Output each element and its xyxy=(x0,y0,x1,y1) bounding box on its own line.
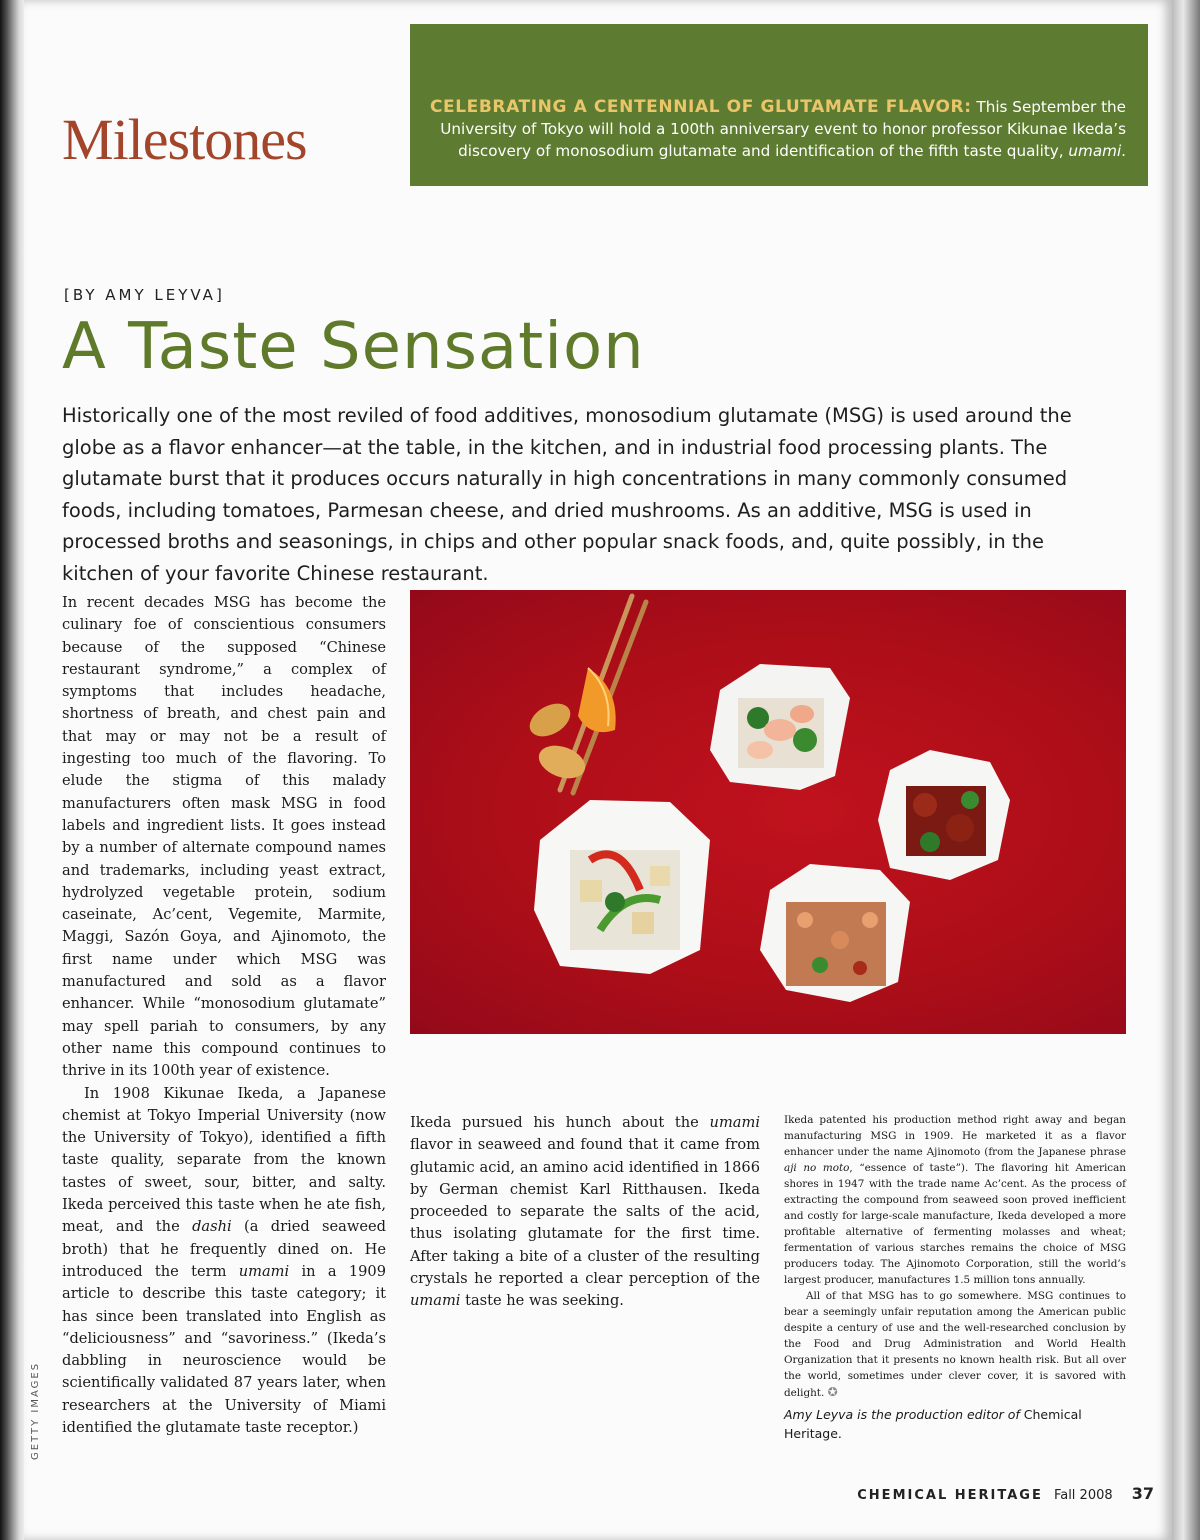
article-deck: Historically one of the most reviled of food additives, monosodium glutamate (MSG) is used around the globe as a flavor enhancer—at the table, in the kitchen, and in industrial food processing plants. The glutamate burst that it produces occurs naturally in high concentrations in many commonly consumed foods, including tomatoes, Parmesan cheese, and dried mushrooms. As an additive, MSG is used in processed broths and seasonings, in chips and other popular snack foods, and, quite possibly, in the kitchen of your favorite Chinese restaurant. xyxy=(62,404,1072,585)
page-number: 37 xyxy=(1131,1484,1154,1503)
magazine-name: CHEMICAL HERITAGE xyxy=(857,1488,1043,1503)
fortune-cookie-1 xyxy=(524,697,576,743)
banner-umami: umami xyxy=(1068,142,1122,160)
page-edge xyxy=(1172,0,1200,1540)
bio-italic: Amy Leyva is the production editor of xyxy=(784,1407,1020,1422)
takeout-illustration xyxy=(410,590,1126,1034)
article-title: A Taste Sensation xyxy=(62,310,645,384)
page-footer xyxy=(857,1484,1154,1503)
body-column-3 xyxy=(784,1112,1126,1443)
byline: [BY AMY LEYVA] xyxy=(64,286,225,304)
banner-heading: CELEBRATING A CENTENNIAL OF GLUTAMATE FLAVOR: xyxy=(429,97,972,117)
p2-text-b: (a dried seaweed broth) that he frequently dined on. He introduced the term xyxy=(62,1218,386,1280)
box-tofu xyxy=(534,800,710,974)
bio-magazine: Chemical Heritage. xyxy=(784,1407,1082,1441)
p3-umami-2: umami xyxy=(410,1292,461,1310)
body-paragraph-4 xyxy=(784,1112,1126,1288)
p2-text-c: in a 1909 article to describe this taste category; it has since been translated into English as “deliciousness” and “savoriness.” (Ikeda’s dabbling in neuroscience would be scientifically validated 87 years later, when researchers at the University of Miami identified the glutamate taste receptor.) xyxy=(62,1262,386,1436)
section-title: Milestones xyxy=(62,107,307,172)
author-bio xyxy=(784,1405,1126,1443)
p3-text-a: Ikeda pursued his hunch about the xyxy=(410,1114,710,1131)
p3-umami: umami xyxy=(709,1114,760,1131)
p4-text-b: , “essence of taste”). The flavoring hit American shores in 1947 with the trade name Ac’cent. As the process of extracting the compound from seaweed soon proved inefficient and costly for large-scale manufacture, Ikeda developed a more profitable alternative of fermenting molasses and wheat; fermentation of various starches remains the choice of MSG producers today. The Ajinomoto Corporation, still the world’s largest producer, manufactures 1.5 million tons annually. xyxy=(784,1162,1126,1286)
body-paragraph-5 xyxy=(784,1288,1126,1401)
banner-text: This September the University of Tokyo will hold a 100th anniversary event to honor professor Kikunae Ikeda’s discovery of monosodium glutamate and identification of the fifth taste quality, xyxy=(440,98,1126,160)
p5-text: All of that MSG has to go somewhere. MSG continues to bear a seemingly unfair reputation among the American public despite a century of use and the well-researched conclusion by the Food and Drug Administration and World Health Organization that it presents no known health risk. But all over the world, sometimes under clever cover, it is savored with delight. xyxy=(784,1290,1126,1399)
photo-credit: GETTY IMAGES xyxy=(30,1361,41,1460)
body-paragraph-3 xyxy=(410,1112,760,1313)
p4-text-a: Ikeda patented his production method right away and began manufacturing MSG in 1909. He marketed it as a flavor enhancer under the name Ajinomoto (from the Japanese phrase xyxy=(784,1114,1126,1158)
p4-aji-no-moto: aji no moto xyxy=(784,1162,850,1174)
centennial-banner xyxy=(410,24,1148,186)
p2-text-a: In 1908 Kikunae Ikeda, a Japanese chemist at Tokyo Imperial University (now the University of Tokyo), identified a fifth taste quality, separate from the known tastes of sweet, sour, bitter, and salty. Ikeda perceived this taste when he ate fish, meat, and the xyxy=(62,1084,386,1236)
p3-text-b: flavor in seaweed and found that it came from glutamic acid, an amino acid identified in 1866 by German chemist Karl Ritthausen. Ikeda proceeded to separate the salts of the acid, thus isolating glutamate for the first time. After taking a bite of a cluster of the resulting crystals he reported a clear perception of the xyxy=(410,1136,760,1288)
box-shrimp xyxy=(710,664,850,790)
p3-text-c: taste he was seeking. xyxy=(460,1292,624,1310)
p2-umami: umami xyxy=(238,1262,290,1280)
book-binding xyxy=(0,0,24,1540)
body-paragraph-2 xyxy=(62,1083,386,1440)
body-column-1 xyxy=(62,592,386,1439)
body-column-2 xyxy=(410,1112,760,1313)
box-chicken xyxy=(878,750,1010,880)
issue-date: Fall 2008 xyxy=(1053,1488,1113,1503)
box-kungpao xyxy=(760,864,910,1002)
end-mark: ✪ xyxy=(827,1385,838,1399)
p2-dashi: dashi xyxy=(192,1218,232,1236)
takeout-photo xyxy=(410,590,1126,1034)
banner-end: . xyxy=(1121,142,1126,160)
body-paragraph-1: In recent decades MSG has become the culinary foe of conscientious consumers because of the supposed “Chinese restaurant syndrome,” a complex of symptoms that includes headache, shortness of breath, and chest pain and that may or may not be a result of ingesting too much of the flavoring. To elude the stigma of this malady manufacturers often mask MSG in food labels and ingredient lists. It goes instead by a number of alternate compound names and trademarks, including yeast extract, hydrolyzed vegetable protein, sodium caseinate, Ac’cent, Vegemite, Marmite, Maggi, Sazón Goya, and Ajinomoto, the first name under which MSG was manufactured and sold as a flavor enhancer. While “monosodium glutamate” may spell pariah to consumers, by any other name this compound continues to thrive in its 100th year of existence. xyxy=(62,594,386,1080)
